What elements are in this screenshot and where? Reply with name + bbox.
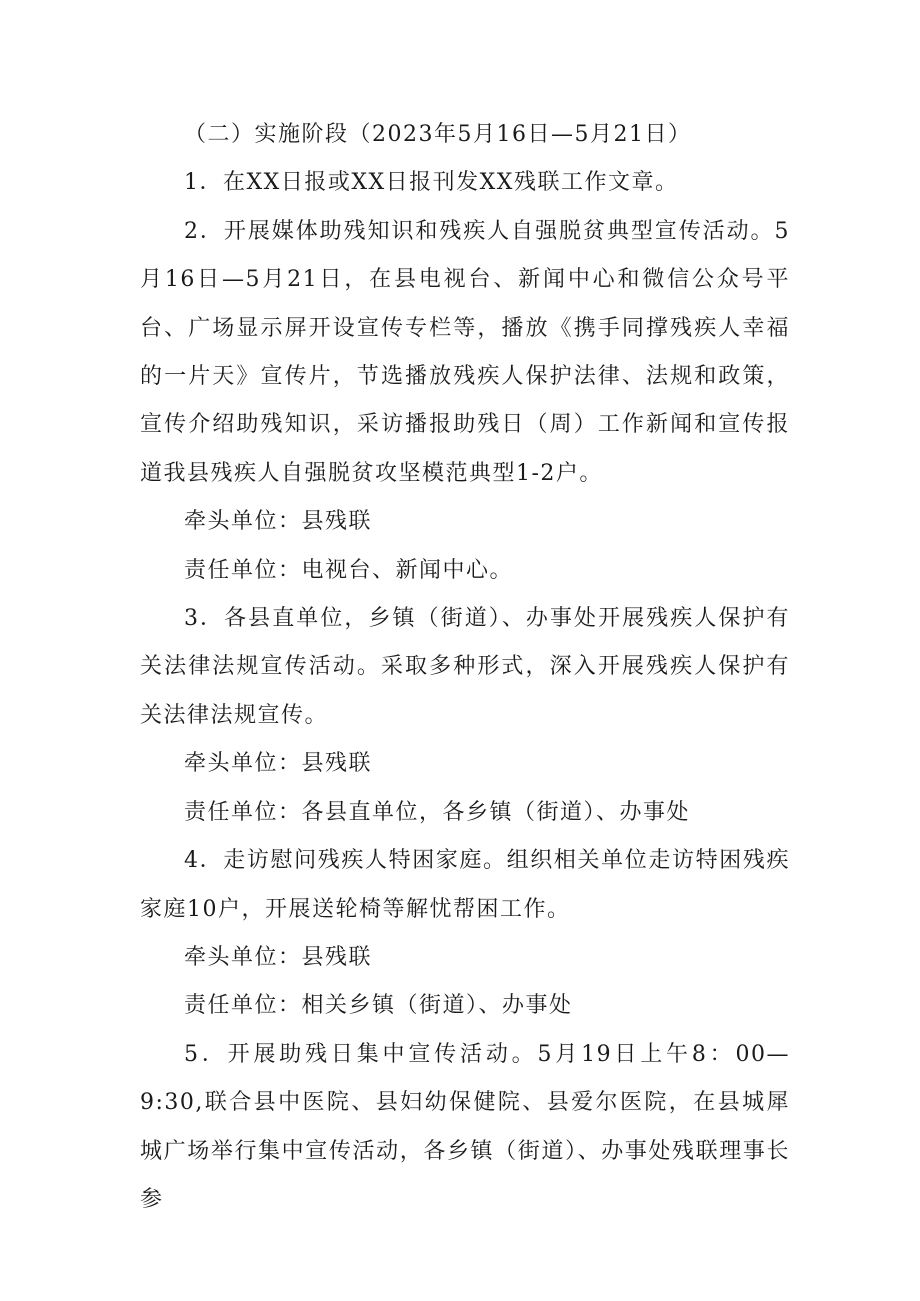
item-2-paragraph: 2．开展媒体助残知识和残疾人自强脱贫典型宣传活动。5月16日—5月21日，在县电视台、新闻中心和微信公众号平台、广场显示屏开设宣传专栏等，播放《携手同撑残疾人幸福的一片天》宣传片，节选播放残疾人保护法律、法规和政策，宣传介绍助残知识，采访播报助残日（周）工作新闻和宣传报道我县残疾人自强脱贫攻坚模范典型1-2户。 [140, 218, 790, 486]
item-3-responsible-unit: 责任单位：各县直单位，各乡镇（街道）、办事处 [184, 799, 691, 825]
item-4-paragraph: 4．走访慰问残疾人特困家庭。组织相关单位走访特困残疾家庭10户，开展送轮椅等解忧帮困工作。 [140, 848, 790, 922]
item-2-lead-unit: 牵头单位：县残联 [184, 509, 373, 535]
item-3-lead-unit: 牵头单位：县残联 [184, 751, 373, 777]
item-5-paragraph: 5．开展助残日集中宣传活动。5月19日上午8：00—9:30,联合县中医院、县妇幼保健院、县爱尔医院，在县城犀城广场举行集中宣传活动，各乡镇（街道）、办事处残联理事长参 [140, 1041, 790, 1212]
document-body [140, 111, 790, 1224]
item-1-paragraph: 1．在XX日报或XX日报刊发XX残联工作文章。 [184, 170, 679, 196]
item-4-responsible-unit: 责任单位：相关乡镇（街道）、办事处 [184, 993, 573, 1019]
item-4-lead-unit: 牵头单位：县残联 [184, 944, 373, 970]
item-3-paragraph: 3．各县直单位，乡镇（街道）、办事处开展残疾人保护有关法律法规宣传活动。采取多种形式，深入开展残疾人保护有关法律法规宣传。 [140, 606, 790, 728]
item-2-responsible-unit: 责任单位：电视台、新闻中心。 [184, 557, 514, 583]
section-heading: （二）实施阶段（2023年5月16日—5月21日） [184, 122, 692, 147]
